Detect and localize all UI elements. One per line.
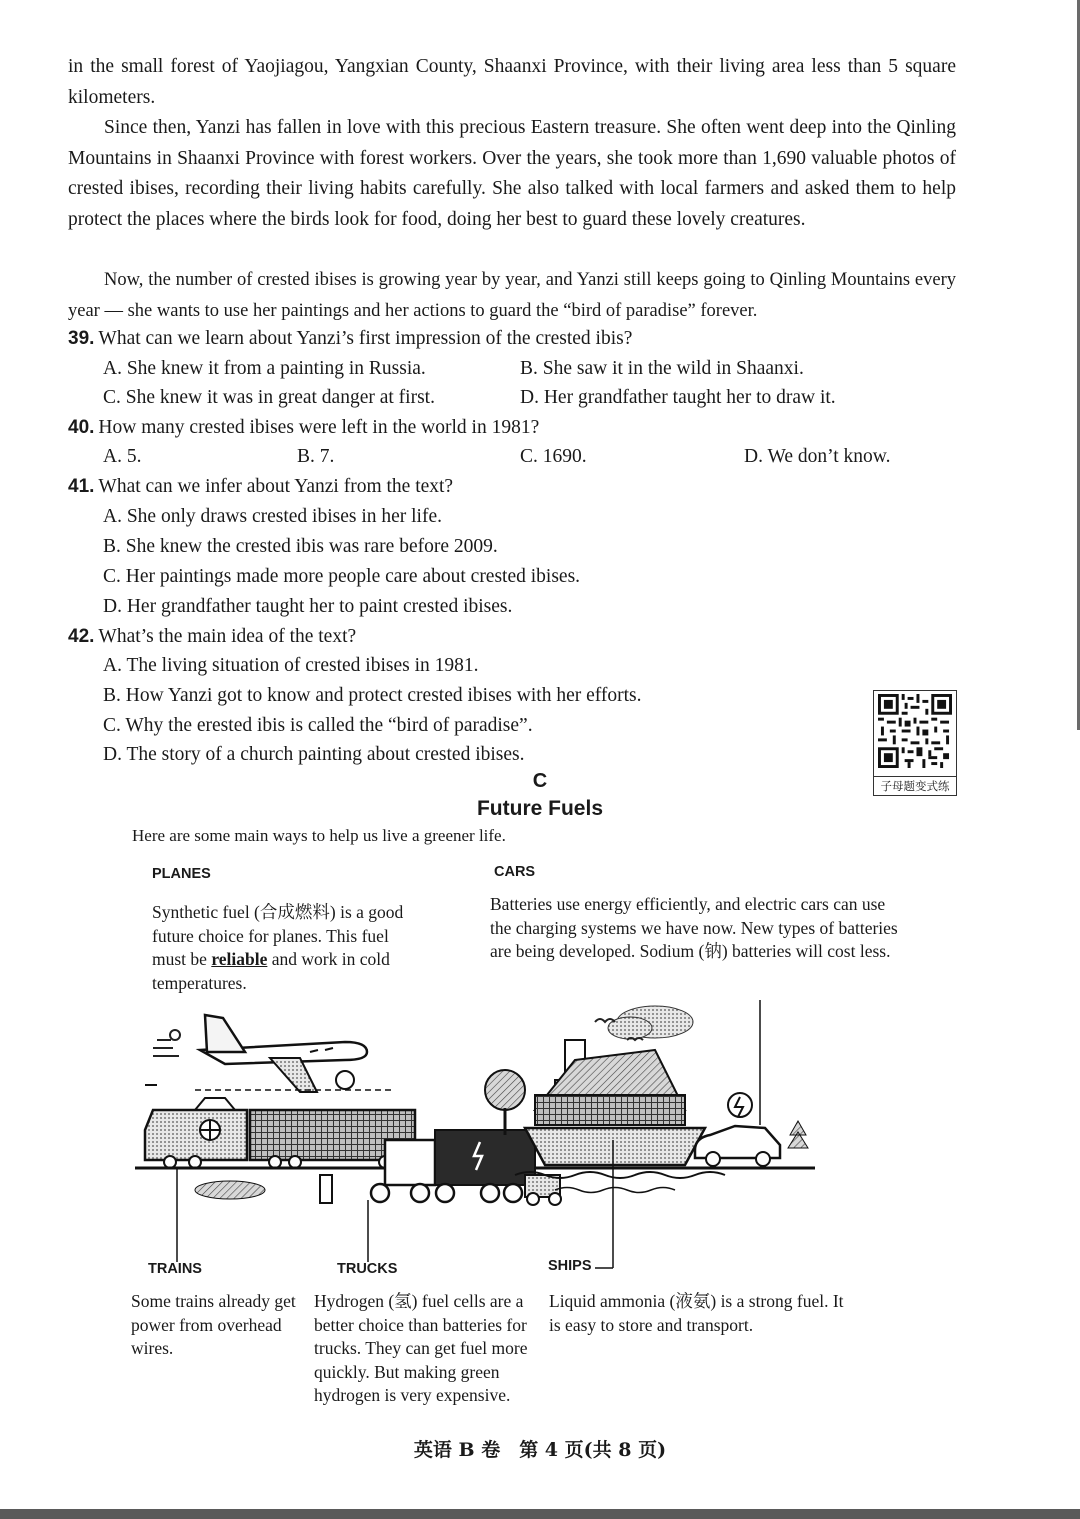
trains-label: TRAINS xyxy=(148,1261,202,1277)
option-40-a[interactable]: A. 5. xyxy=(103,446,142,467)
option-42-d[interactable]: D. The story of a church painting about crested ibises. xyxy=(103,744,525,765)
qr-label: 子母题变式练 xyxy=(874,776,956,794)
cars-description: Batteries use energy efficiently, and electric cars can use the charging systems we have now. New types of batteries are being developed. Sodium (钠) batteries will cost less. xyxy=(490,894,898,961)
option-39-a[interactable]: A. She knew it from a painting in Russia. xyxy=(103,358,426,379)
option-39-b[interactable]: B. She saw it in the wild in Shaanxi. xyxy=(520,358,804,379)
passage-paragraph-1: in the small forest of Yaojiagou, Yangxian County, Shaanxi Province, with their living area less than 5 square kilometers. xyxy=(68,56,956,108)
question-number: 42. xyxy=(68,626,95,647)
qr-code-icon xyxy=(878,694,952,768)
question-number: 41. xyxy=(68,476,95,497)
option-40-c[interactable]: C. 1690. xyxy=(520,446,587,467)
question-number: 39. xyxy=(68,328,95,349)
trucks-description: Hydrogen (氢) fuel cells are a better choice than batteries for trucks. They can get fuel more quickly. But making green hydrogen is very expensive. xyxy=(314,1291,528,1405)
question-stem: How many crested ibises were left in the world in 1981? xyxy=(98,417,540,438)
planes-text-end: and work in cold temperatures. xyxy=(152,949,390,993)
question-stem: What can we infer about Yanzi from the text? xyxy=(98,476,454,497)
option-39-d[interactable]: D. Her grandfather taught her to draw it. xyxy=(520,387,836,408)
option-42-a[interactable]: A. The living situation of crested ibises in 1981. xyxy=(103,655,479,676)
section-title: Future Fuels xyxy=(476,797,603,820)
option-42-c[interactable]: C. Why the erested ibis is called the “bird of paradise”. xyxy=(103,715,533,736)
section-letter: C xyxy=(532,770,548,792)
section-subtitle: Here are some main ways to help us live a greener life. xyxy=(132,826,506,845)
planes-label: PLANES xyxy=(152,866,211,882)
question-42 xyxy=(68,622,356,652)
question-stem: What’s the main idea of the text? xyxy=(98,626,357,647)
passage-paragraph-2: Since then, Yanzi has fallen in love with this precious Eastern treasure. She often went deep into the Qinling Mountains in Shaanxi Province with forest workers. Over the years, she took more than 1,690 valuable photos of crested ibises, recording their living habits carefully. She also talked with local farmers and asked them to help protect the places where the birds look for food, doing her best to guard these lovely creatures. xyxy=(68,117,956,230)
option-41-d[interactable]: D. Her grandfather taught her to paint crested ibises. xyxy=(103,596,513,617)
option-42-b[interactable]: B. How Yanzi got to know and protect crested ibises with her efforts. xyxy=(103,685,642,706)
trains-description: Some trains already get power from overhead wires. xyxy=(131,1291,296,1358)
question-41 xyxy=(68,472,453,502)
option-41-c[interactable]: C. Her paintings made more people care about crested ibises. xyxy=(103,566,581,587)
planes-description xyxy=(152,901,427,995)
option-40-d[interactable]: D. We don’t know. xyxy=(744,446,891,467)
option-40-b[interactable]: B. 7. xyxy=(297,446,335,467)
scan-edge-bottom xyxy=(0,1509,1080,1519)
question-number: 40. xyxy=(68,417,95,438)
transport-illustration xyxy=(135,1000,815,1290)
ships-description: Liquid ammonia (液氨) is a strong fuel. It is easy to store and transport. xyxy=(549,1291,844,1335)
passage-paragraph-3: Now, the number of crested ibises is growing year by year, and Yanzi still keeps going to Qinling Mountains every year — she wants to use her paintings and her actions to guard the “bird of paradise” forever. xyxy=(68,270,956,321)
option-41-a[interactable]: A. She only draws crested ibises in her life. xyxy=(103,506,443,527)
option-39-c[interactable]: C. She knew it was in great danger at first. xyxy=(103,387,435,408)
planes-text: Synthetic fuel (合成燃料) is a good future choice for planes. This fuel must be xyxy=(152,902,404,969)
question-stem: What can we learn about Yanzi’s first impression of the crested ibis? xyxy=(98,328,633,349)
trucks-label: TRUCKS xyxy=(337,1261,398,1277)
question-40 xyxy=(68,413,539,443)
cars-label: CARS xyxy=(494,864,536,880)
ships-label: SHIPS xyxy=(548,1258,592,1274)
page-footer: 英语 B 卷 第 4 页(共 8 页) xyxy=(413,1439,667,1461)
question-39 xyxy=(68,324,632,354)
planes-keyword: reliable xyxy=(211,949,268,969)
option-41-b[interactable]: B. She knew the crested ibis was rare before 2009. xyxy=(103,536,498,557)
